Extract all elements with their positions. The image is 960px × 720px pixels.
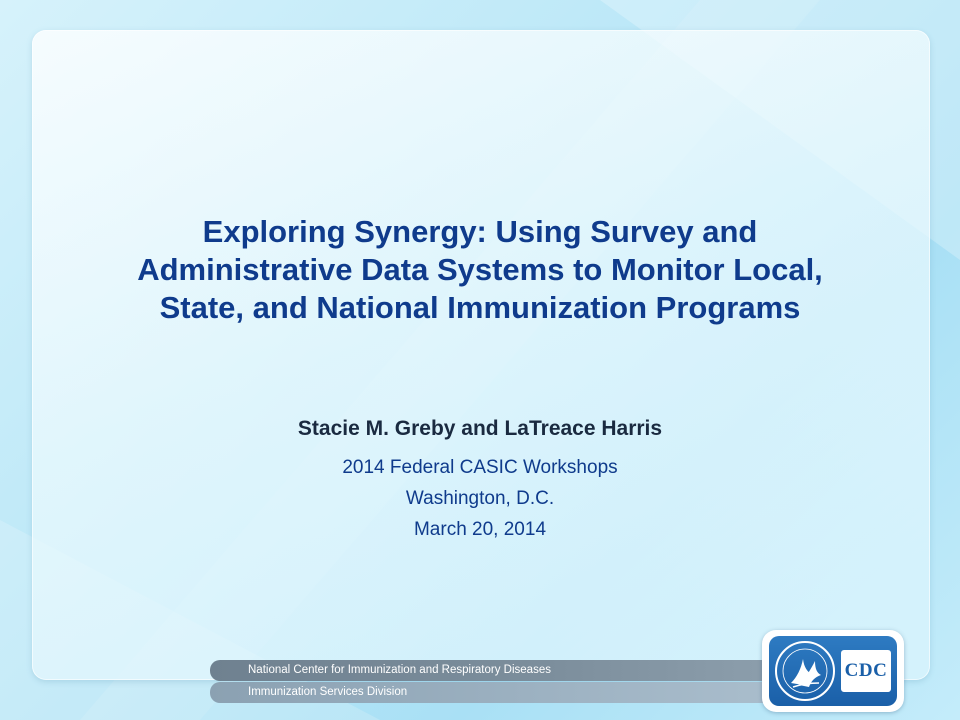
cdc-logo [762, 630, 904, 712]
title-line-2: Administrative Data Systems to Monitor Local, [137, 252, 823, 287]
authors: Stacie M. Greby and LaTreace Harris [297, 417, 663, 440]
title-line-1: Exploring Synergy: Using Survey and [202, 214, 758, 249]
footer-division-name: Immunization Services Division [210, 682, 770, 703]
slide-title [60, 213, 900, 327]
content-panel [32, 30, 930, 680]
event-date: March 20, 2014 [413, 519, 547, 540]
title-line-3: State, and National Immunization Programs [159, 290, 801, 325]
hhs-eagle-seal-icon [773, 639, 837, 703]
event-name: 2014 Federal CASIC Workshops [342, 457, 618, 478]
event-location: Washington, D.C. [405, 488, 555, 509]
cdc-badge [841, 650, 891, 692]
logo-background [769, 636, 897, 706]
footer-center-name: National Center for Immunization and Respiratory Diseases [210, 660, 770, 681]
cdc-logo-text: CDC [844, 660, 888, 681]
